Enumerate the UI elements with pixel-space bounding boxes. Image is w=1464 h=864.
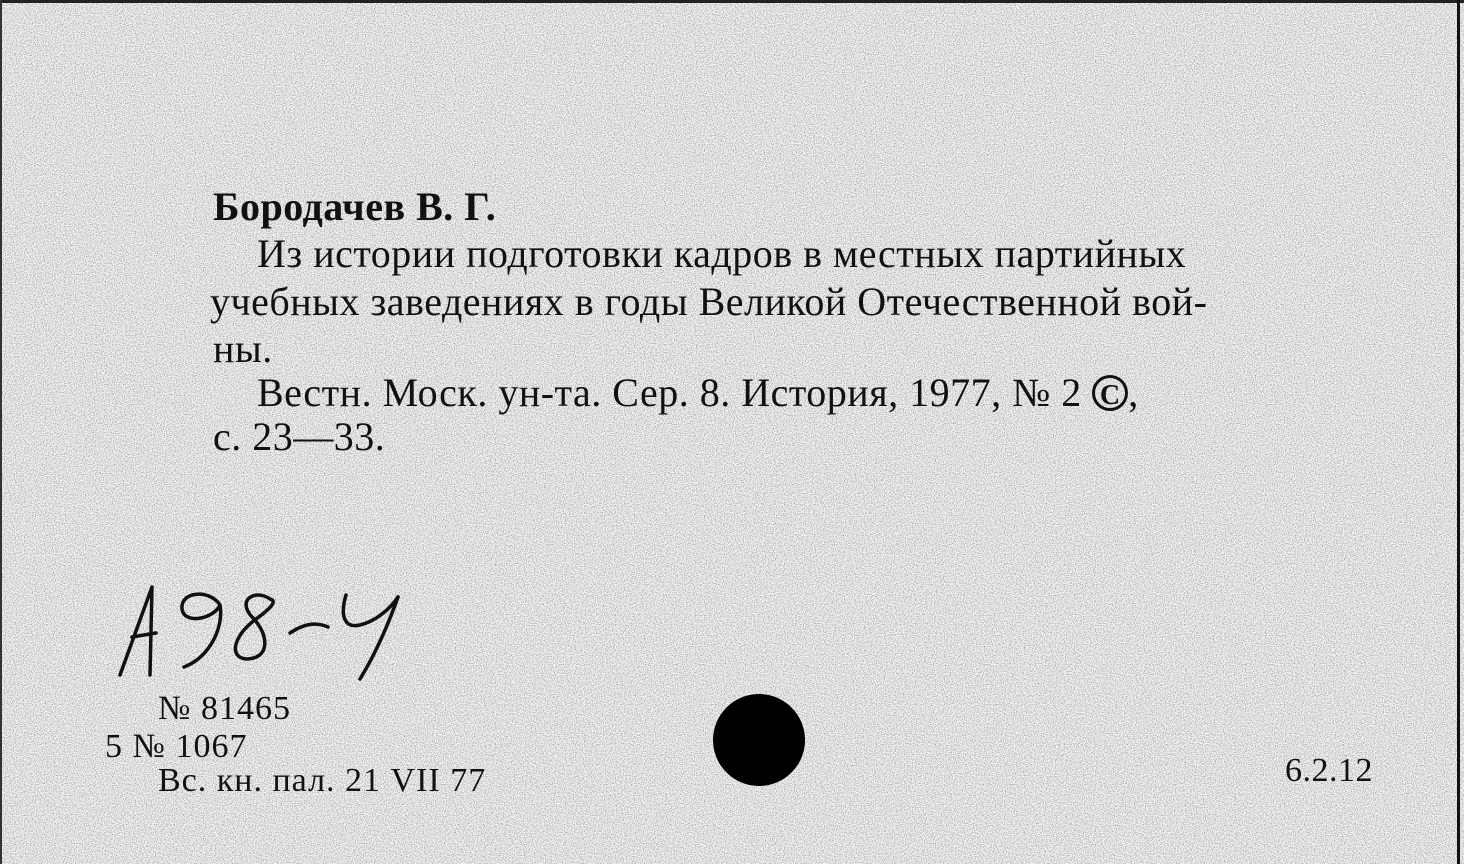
registry-line: Вс. кн. пал. 21 VII 77	[158, 762, 487, 799]
card-right-edge	[1457, 0, 1460, 864]
source-text: Вестн. Моск. ун-та. Сер. 8. История, 1977, № 2	[257, 370, 1082, 415]
source-pages: с. 23—33.	[213, 414, 386, 459]
handwritten-shelfmark	[110, 575, 430, 685]
source-line-1	[257, 369, 1139, 416]
card-left-edge	[0, 0, 2, 864]
source-line-end: ,	[1128, 370, 1139, 415]
author-name: Бородачев В. Г.	[213, 184, 497, 229]
catalog-number-secondary: 5 № 1067	[105, 728, 248, 765]
catalog-number: № 81465	[158, 690, 291, 727]
classification-code: 6.2.12	[1285, 752, 1373, 789]
title-line-1: Из истории подготовки кадров в местных партийных	[257, 231, 1187, 276]
punch-hole	[713, 694, 805, 786]
title-line-2: учебных заведениях в годы Великой Отечественной вой-	[210, 279, 1208, 324]
copyright-icon: C	[1092, 375, 1128, 411]
title-line-3: ны.	[213, 326, 273, 371]
card-top-edge	[0, 0, 1464, 3]
